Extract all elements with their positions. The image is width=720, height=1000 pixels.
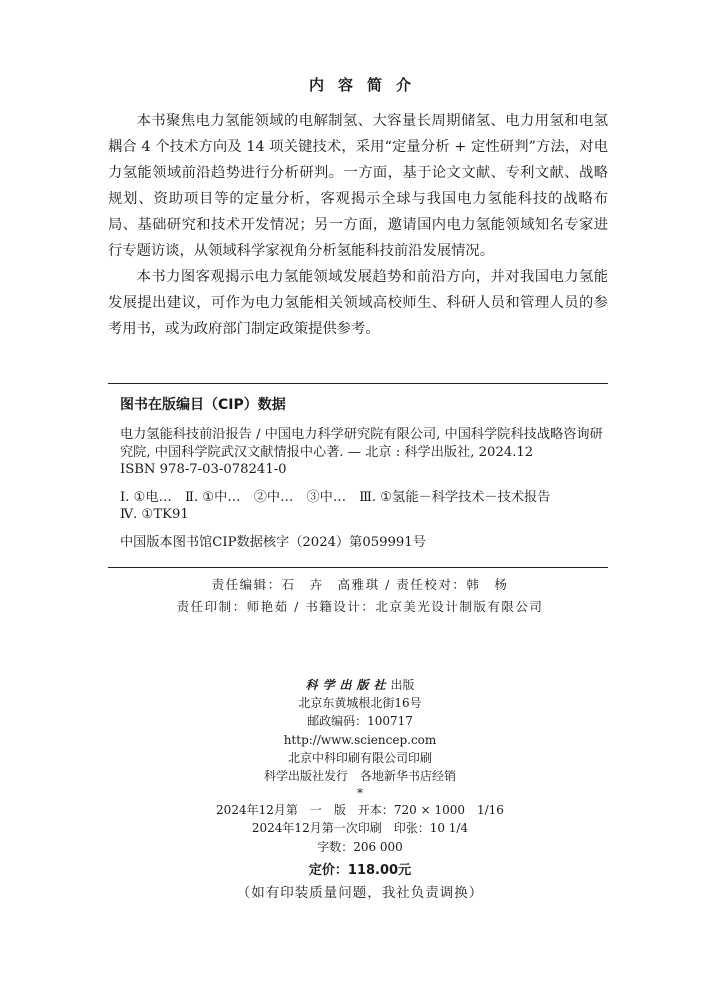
distribution: 科学出版社发行 各地新华书店经销 <box>263 769 456 784</box>
cip-entry: 电力氢能科技前沿报告 / 中国电力科学研究院有限公司, 中国科学院科技战略咨询研究院, 中国科学院武汉文献情报中心著. — 北京 : 科学出版社, 2024.12 <box>120 427 603 460</box>
publisher-address: 北京东黄城根北街16号 <box>298 696 422 711</box>
editors-line-1: 责任编辑：石 卉 高雅琪 / 责任校对：韩 杨 <box>211 577 509 592</box>
cip-bottom-divider <box>108 567 608 568</box>
cip-subjects-line-2: Ⅳ. ①TK91 <box>120 507 189 522</box>
book-summary <box>108 108 608 342</box>
summary-paragraph-1: 本书聚焦电力氢能领域的电解制氢、大容量长周期储氢、电力用氢和电氢耦合 4 个技术方向及 14 项关键技术，采用“定量分析 + 定性研判”方法，对电力氢能领域前沿趋势进行分析研判。一方面，基于论文文献、专利文献、战略规划、资助项目等的定量分析，客观揭示全球与我国电力氢能科技的战略布局、基础研究和技术开发情况；另一方面，邀请国内电力氢能领域知名专家进行专题访谈，从领域科学家视角分析氢能科技前沿发展情况。 <box>108 113 608 259</box>
word-count: 字数：206 000 <box>317 839 403 854</box>
price: 定价：118.00元 <box>308 862 412 878</box>
cip-top-divider <box>108 383 608 384</box>
colophon <box>0 676 720 902</box>
edition-info: 2024年12月第 一 版 开本：720 × 1000 1/16 <box>216 803 504 818</box>
return-policy-note: （如有印装质量问题，我社负责调换） <box>236 885 484 902</box>
cip-subjects-line-1: Ⅰ. ①电… Ⅱ. ①中… ②中… ③中… Ⅲ. ①氢能－科学技术－技术报告 <box>120 489 551 505</box>
summary-paragraph-2: 本书力图客观揭示电力氢能领域发展趋势和前沿方向，并对我国电力氢能发展提出建议，可作为电力氢能相关领域高校师生、科研人员和管理人员的参考用书，或为政府部门制定政策提供参考。 <box>108 269 608 337</box>
publisher-suffix: 出版 <box>390 678 415 692</box>
publisher-website: http://www.sciencep.com <box>283 732 437 747</box>
postcode: 邮政编码：100717 <box>307 714 413 729</box>
printer: 北京中科印刷有限公司印刷 <box>287 750 432 765</box>
separator-star: * <box>357 786 363 801</box>
page-title: 内容简介 <box>308 76 425 94</box>
cip-record <box>120 426 608 551</box>
cip-isbn: ISBN 978-7-03-078241-0 <box>120 462 287 477</box>
cip-heading: 图书在版编目（CIP）数据 <box>120 397 286 413</box>
publisher-line <box>0 676 720 694</box>
editorial-credits <box>0 574 720 618</box>
editors-line-2: 责任印制：师艳茹 / 书籍设计：北京美光设计制版有限公司 <box>176 599 544 614</box>
publisher-seal: 科学出版社 <box>305 678 391 692</box>
cip-record-number: 中国版本图书馆CIP数据核字（2024）第059991号 <box>120 534 426 550</box>
printing-info: 2024年12月第一次印刷 印张：10 1/4 <box>251 821 469 836</box>
